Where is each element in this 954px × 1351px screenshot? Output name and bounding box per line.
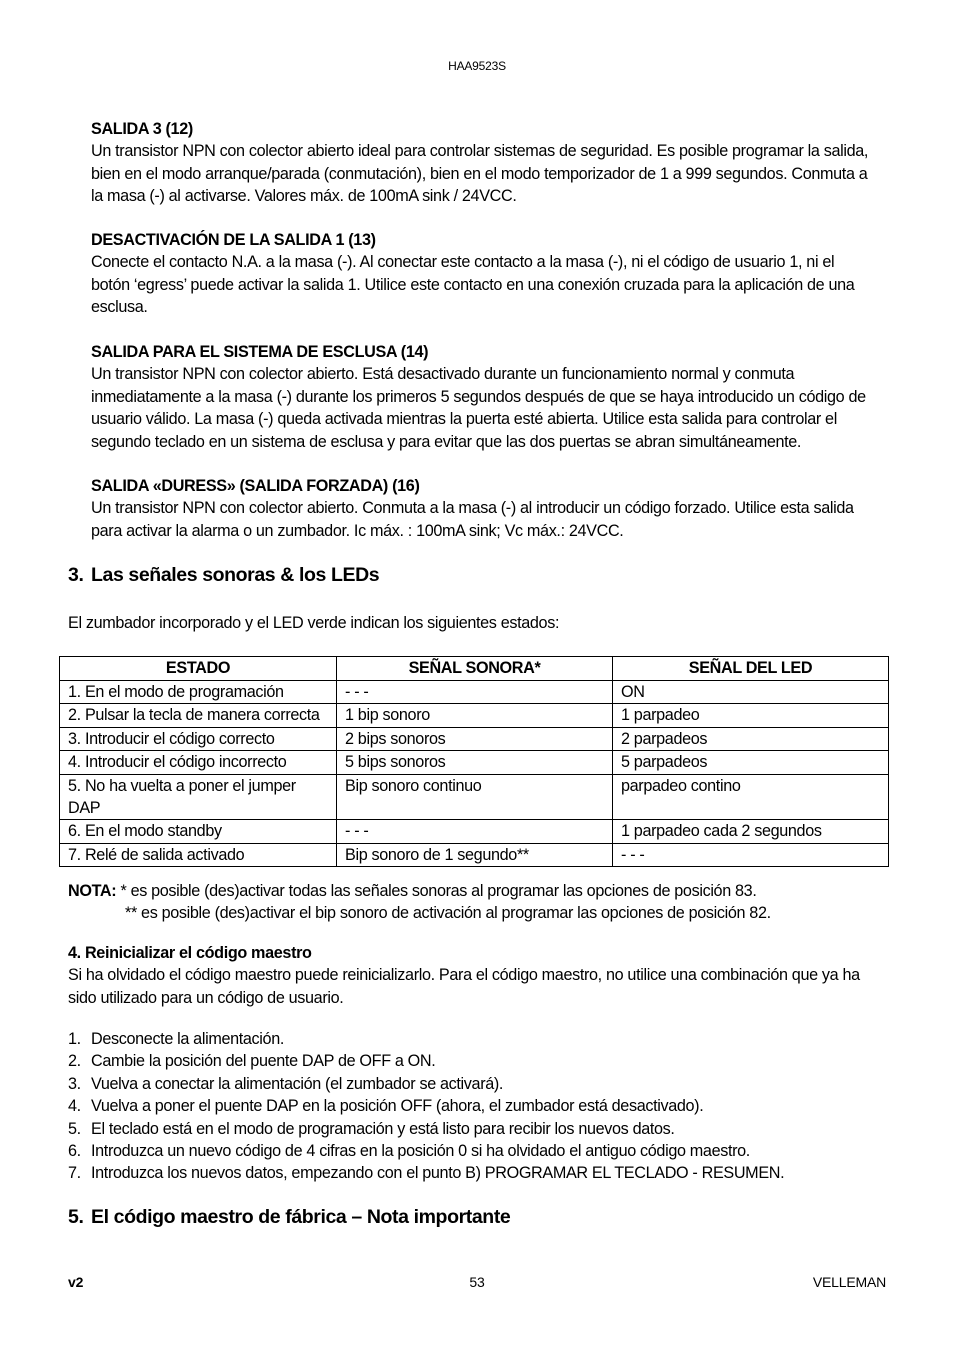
cell-sonora: 2 bips sonoros — [337, 727, 613, 750]
footer-brand: VELLEMAN — [812, 1274, 886, 1290]
step-text: Cambie la posición del puente DAP de OFF a ON. — [91, 1052, 436, 1071]
cell-estado: 6. En el modo standby — [60, 820, 337, 843]
note-text: * es posible (des)activar todas las señales sonoras al programar las opciones de posición 83. — [120, 882, 757, 900]
table-note — [68, 880, 771, 925]
section-title: El código maestro de fábrica – Nota importante — [91, 1206, 511, 1228]
table-row — [60, 820, 889, 843]
section-title: Las señales sonoras & los LEDs — [91, 564, 380, 586]
section-number: 3. — [68, 564, 84, 586]
cell-estado-line: DAP — [68, 799, 101, 818]
list-item — [68, 1162, 784, 1184]
block-line: segundo teclado en un sistema de esclusa y para evitar que las dos puertas se abran simultáneamente. — [91, 432, 802, 451]
step-number: 4. — [68, 1097, 81, 1116]
block-line: Un transistor NPN con colector abierto. Conmuta a la masa (-) al introducir un código forzado. Utilice esta salida — [91, 499, 854, 518]
step-text: Introduzca los nuevos datos, empezando con el punto B) PROGRAMAR EL TECLADO - RESUMEN. — [91, 1164, 785, 1183]
block-line: Un transistor NPN con colector abierto ideal para controlar sistemas de seguridad. Es posible programar la salida, — [91, 142, 869, 161]
step-number: 2. — [68, 1052, 81, 1071]
column-header-senal-led: SEÑAL DEL LED — [613, 657, 889, 681]
cell-led: ON — [613, 681, 889, 704]
cell-sonora: Bip sonoro de 1 segundo** — [337, 843, 613, 866]
table-row — [60, 727, 889, 750]
section-desactivacion-salida-1 — [91, 229, 896, 319]
table-row — [60, 843, 889, 866]
cell-estado: 4. Introducir el código incorrecto — [60, 751, 337, 774]
step-number: 1. — [68, 1030, 81, 1048]
block-line: botón ‘egress’ puede activar la salida 1. Utilice este contacto en una conexión cruzada para la aplicación de una — [91, 275, 855, 294]
block-heading: DESACTIVACIÓN DE LA SALIDA 1 (13) — [91, 231, 376, 249]
cell-led: - - - — [613, 843, 889, 866]
step-text: Vuelva a poner el puente DAP en la posición OFF (ahora, el zumbador está desactivado). — [91, 1097, 704, 1116]
note-label: NOTA: — [68, 882, 117, 900]
reset-steps-list — [68, 1028, 784, 1185]
list-item — [68, 1050, 784, 1072]
block-line: esclusa. — [91, 298, 148, 317]
step-number: 5. — [68, 1119, 81, 1138]
section-4-heading: 4. Reinicializar el código maestro — [68, 944, 312, 962]
step-text: Vuelva a conectar la alimentación (el zumbador se activará). — [91, 1074, 504, 1093]
cell-estado: 1. En el modo de programación — [60, 681, 337, 704]
list-item — [68, 1095, 784, 1117]
section-salida-duress — [91, 475, 896, 542]
step-text: El teclado está en el modo de programación y está listo para recibir los nuevos datos. — [91, 1119, 675, 1138]
cell-estado: 7. Relé de salida activado — [60, 843, 337, 866]
cell-led: 1 parpadeo — [613, 704, 889, 727]
list-item — [68, 1028, 784, 1050]
step-text: Introduzca un nuevo código de 4 cifras en la posición 0 si ha olvidado el antiguo código maestro. — [91, 1142, 750, 1161]
section-3-intro: El zumbador incorporado y el LED verde indican los siguientes estados: — [68, 614, 560, 632]
table-row — [60, 751, 889, 774]
cell-led: 1 parpadeo cada 2 segundos — [613, 820, 889, 843]
note-line — [68, 880, 771, 902]
cell-estado: 2. Pulsar la tecla de manera correcta — [60, 704, 337, 727]
block-line: bien en el modo arranque/parada (conmutación), bien en el modo temporizador de 1 a 999 segundos. Conmuta a — [91, 164, 868, 183]
cell-sonora: 5 bips sonoros — [337, 751, 613, 774]
section-number: 5. — [68, 1206, 84, 1228]
cell-led: 2 parpadeos — [613, 727, 889, 750]
cell-estado — [60, 774, 337, 820]
section-5-heading — [68, 1206, 510, 1229]
footer-version: v2 — [68, 1274, 84, 1290]
column-header-senal-sonora: SEÑAL SONORA* — [337, 657, 613, 681]
document-code: HAA9523S — [448, 59, 506, 73]
step-number: 6. — [68, 1142, 81, 1161]
table-row — [60, 774, 889, 820]
footer-page-number: 53 — [469, 1274, 485, 1290]
table-row — [60, 681, 889, 704]
cell-sonora: - - - — [337, 820, 613, 843]
status-table — [59, 656, 889, 867]
cell-led: 5 parpadeos — [613, 751, 889, 774]
section-4-line: sido utilizado para un código de usuario. — [68, 988, 344, 1007]
step-text: Desconecte la alimentación. — [91, 1030, 285, 1048]
cell-estado-line: 5. No ha vuelta a poner el jumper — [68, 776, 296, 795]
table-header-row — [60, 657, 889, 681]
list-item — [68, 1140, 784, 1162]
block-line: usuario válido. La masa (-) queda activada mientras la puerta esté abierta. Utilice esta salida para controlar el — [91, 410, 837, 429]
block-heading: SALIDA PARA EL SISTEMA DE ESCLUSA (14) — [91, 343, 429, 361]
section-salida-3 — [91, 118, 896, 208]
cell-led: parpadeo contino — [613, 774, 889, 820]
block-line: la masa (-) al activarse. Valores máx. de 100mA sink / 24VCC. — [91, 187, 517, 206]
column-header-estado: ESTADO — [60, 657, 337, 681]
cell-sonora: - - - — [337, 681, 613, 704]
block-line: Conecte el contacto N.A. a la masa (-). Al conectar este contacto a la masa (-), ni el código de usuario 1, ni el — [91, 253, 835, 272]
block-line: para activar la alarma o un zumbador. Ic máx. : 100mA sink; Vc máx.: 24VCC. — [91, 521, 624, 540]
step-number: 3. — [68, 1074, 81, 1093]
cell-sonora: 1 bip sonoro — [337, 704, 613, 727]
section-3-heading — [68, 564, 379, 587]
table-row — [60, 704, 889, 727]
list-item — [68, 1073, 784, 1095]
block-heading: SALIDA 3 (12) — [91, 120, 193, 138]
cell-sonora: Bip sonoro continuo — [337, 774, 613, 820]
cell-estado: 3. Introducir el código correcto — [60, 727, 337, 750]
section-4 — [68, 942, 893, 1009]
block-line: inmediatamente a la masa (-) durante los primeros 5 segundos después de que se haya introducido un código de — [91, 387, 866, 406]
section-4-line: Si ha olvidado el código maestro puede reinicializarlo. Para el código maestro, no utilice una combinación que ya ha — [68, 966, 860, 985]
block-heading: SALIDA «DURESS» (SALIDA FORZADA) (16) — [91, 477, 420, 495]
section-salida-esclusa — [91, 341, 896, 453]
step-number: 7. — [68, 1164, 81, 1183]
note-line: ** es posible (des)activar el bip sonoro de activación al programar las opciones de posición 82. — [125, 904, 771, 923]
list-item — [68, 1118, 784, 1140]
block-line: Un transistor NPN con colector abierto. Está desactivado durante un funcionamiento normal y conmuta — [91, 365, 795, 384]
